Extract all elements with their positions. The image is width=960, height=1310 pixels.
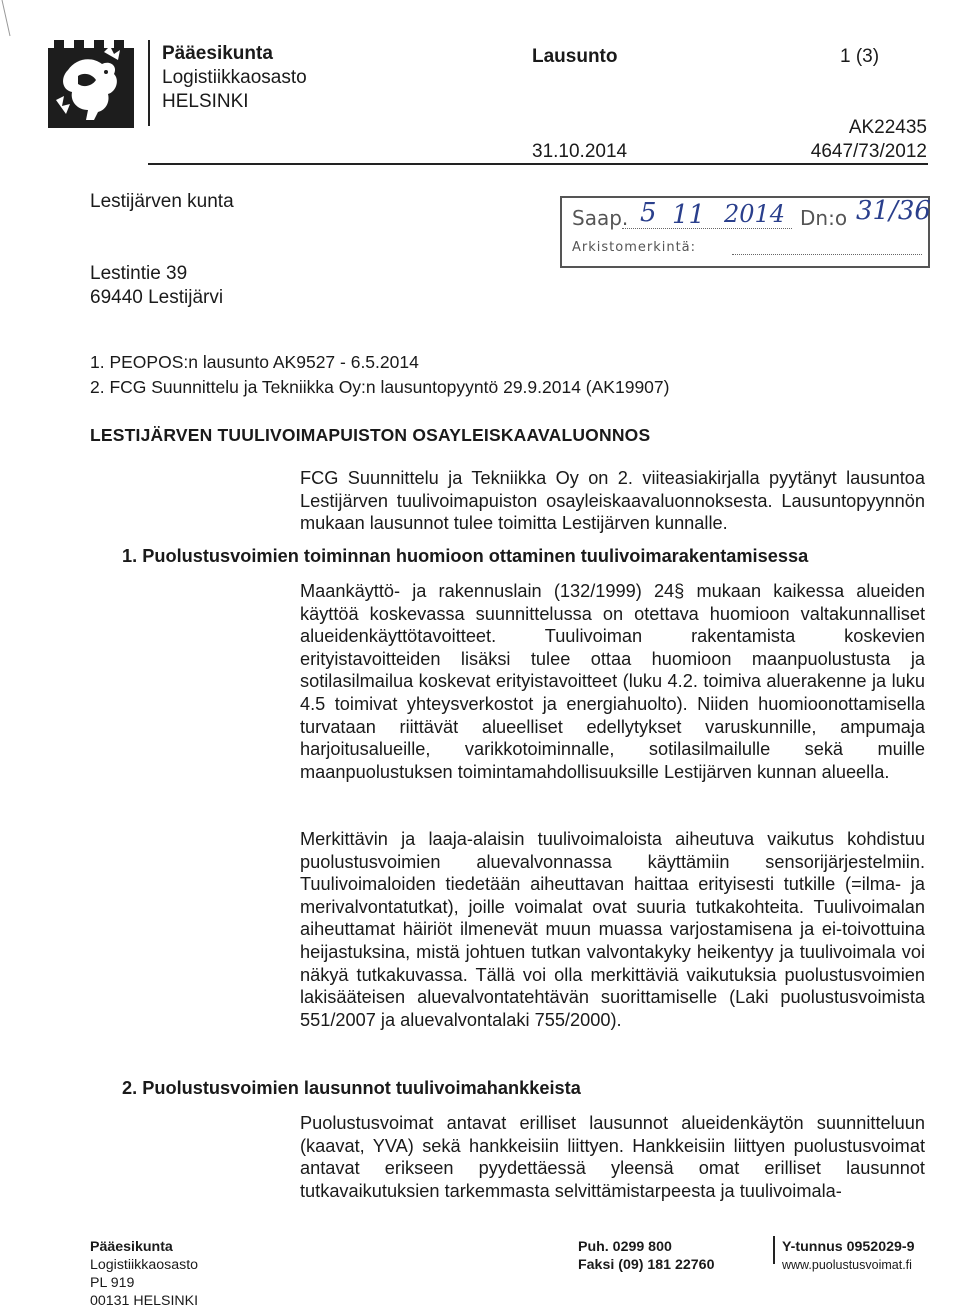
recipient-street: Lestintie 39 — [90, 263, 188, 284]
fold-mark — [0, 0, 14, 40]
heraldic-lion-crest-icon — [48, 40, 134, 128]
org-name: Pääesikunta — [162, 43, 273, 64]
stamp-hw-year: 2014 — [724, 200, 786, 228]
footer-business-id: Y-tunnus 0952029-9 — [782, 1239, 915, 1255]
section-1-paragraph-2: Merkittävin ja laaja-alaisin tuulivoimaloista aiheutuva vaikutus kohdistuu puolustusvoimien aluevalvonnassa käyttämiin sensorijärjestelmiin. Tuulivoimaloiden tiedetään aiheuttavan haittaa erityisesti tutkille (=ilma- ja merivalvontatutkat), joille voimalat ovat suuria tutkakohteita. Tuulivoimalan aiheuttamat häiriöt ilmenevät muun muassa varjostamisena ja ei-toivottuina heijastuksina, mistä johtuen tutkan valvontakyky heikentyy ja tuulivoimala voi näkyä tutkakuvassa. Tällä voi olla merkittäviä vaikutuksia puolustusvoimien lakisääteisen aluevalvontatehtävän suorittamiselle (Laki puolustusvoimista 551/2007 ja aluevalvontalaki 755/2000). — [300, 829, 925, 1030]
section-1-paragraph-1: Maankäyttö- ja rakennuslain (132/1999) 24§ mukaan kaikessa alueiden käyttöä koskevassa suunnittelussa on otettava huomioon valtakunnalliset alueidenkäyttötavoitteet. Tuulivoiman rakentamista koskevien erityistavoitteiden lisäksi tulee ottaa huomioon maanpuolustusta ja sotilasilmailua koskevat erityistavoitteet (luku 4.2. toimiva aluerakenne ja luku 4.5 toimivat yhteysverkostot ja energiahuolto). Niiden huomioonottamisella turvataan riittävät alueelliset edellytykset varuskunnille, ampumaja harjoitusalueille, varikkotoiminnalle, sotilasilmailulle sekä muille maanpuolustuksen toimintamahdollisuuksille Lestijärven kunnan alueella. — [300, 581, 925, 782]
footer-org-name: Pääesikunta — [90, 1239, 173, 1255]
footer-department: Logistiikkaosasto — [90, 1257, 199, 1273]
footer-po-box: PL 919 — [90, 1275, 135, 1291]
doc-type: Lausunto — [532, 46, 618, 67]
section-2-heading: 2. Puolustusvoimien lausunnot tuulivoimahankkeista — [122, 1078, 581, 1098]
ref-code-2: 4647/73/2012 — [810, 141, 927, 162]
org-city: HELSINKI — [162, 91, 249, 112]
footer-fax: Faksi (09) 181 22760 — [578, 1257, 715, 1273]
stamp-dn-label: Dn:o — [800, 206, 848, 230]
stamp-date-line — [622, 228, 792, 229]
received-stamp — [560, 196, 930, 268]
doc-date: 31.10.2014 — [532, 141, 628, 162]
footer-postal: 00131 HELSINKI — [90, 1293, 199, 1309]
footer-phone: Puh. 0299 800 — [578, 1239, 672, 1255]
stamp-arkisto-line — [732, 254, 922, 255]
section-2-paragraph-1: Puolustusvoimat antavat erilliset lausunnot alueidenkäytön suunnitteluun (kaavat, YVA) sekä hankkeisiin liittyen. Hankkeisiin liittyen puolustusvoimat antavat erikseen pyydettäessä yleensä omat erilliset lausunnot tutkavaikutuksien tarkemmasta selvittämistarpeesta ja tuulivoimala- — [300, 1113, 925, 1201]
stamp-hw-day: 5 — [640, 198, 657, 228]
stamp-hw-month: 11 — [672, 200, 706, 230]
reference-item: 1. PEOPOS:n lausunto AK9527 - 6.5.2014 — [90, 352, 419, 372]
stamp-hw-dn: 31/36 — [856, 196, 931, 226]
recipient-name: Lestijärven kunta — [90, 191, 234, 212]
section-1-heading: 1. Puolustusvoimien toiminnan huomioon ottaminen tuulivoimarakentamisessa — [122, 546, 809, 566]
page-number: 1 (3) — [840, 46, 880, 67]
stamp-saap-label: Saap. — [572, 206, 629, 230]
footer-website: www.puolustusvoimat.fi — [782, 1258, 912, 1272]
header-vertical-rule — [148, 40, 150, 126]
footer-divider — [773, 1236, 775, 1264]
intro-paragraph: FCG Suunnittelu ja Tekniikka Oy on 2. viiteasiakirjalla pyytänyt lausuntoa Lestijärven tuulivoimapuiston osayleiskaavaluonnoksesta. Lausuntopyynnön mukaan lausunnot tulee toimitta Lestijärven kunnalle. — [300, 468, 925, 534]
subject-title: LESTIJÄRVEN TUULIVOIMAPUISTON OSAYLEISKAAVALUONNOS — [90, 425, 651, 445]
recipient-postal: 69440 Lestijärvi — [90, 287, 224, 308]
reference-item: 2. FCG Suunnittelu ja Tekniikka Oy:n lausuntopyyntö 29.9.2014 (AK19907) — [90, 377, 670, 397]
ref-code-1: AK22435 — [848, 117, 927, 138]
stamp-arkisto-label: Arkistomerkintä: — [572, 240, 697, 255]
header-horizontal-rule — [148, 163, 928, 165]
org-department: Logistiikkaosasto — [162, 67, 307, 88]
